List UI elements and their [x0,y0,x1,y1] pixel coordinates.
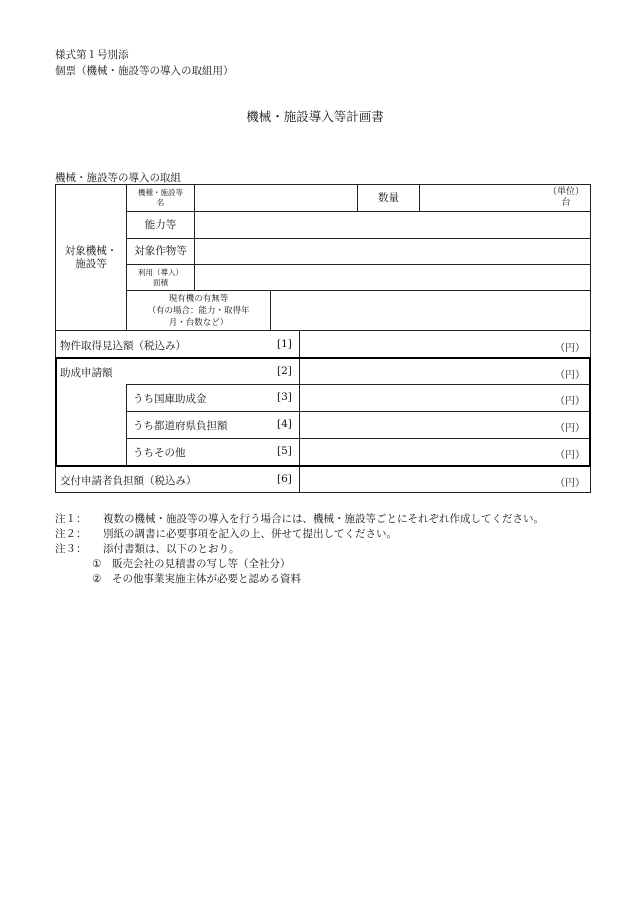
existing-machine-field[interactable] [271,291,590,330]
grid-line [55,330,591,331]
subsidy-box-bottom [55,465,591,467]
other-share-label: うちその他 [133,447,186,459]
usage-area-line1: 利用（導入） [138,267,183,277]
note-1-text: 複数の機械・施設等の導入を行う場合には、機械・施設等ごとにそれぞれ作成してください。 [103,513,544,525]
section-label: 機械・施設等の導入の取組 [55,172,181,184]
yen-unit: （円） [555,478,585,489]
attachment-2-mark: ② [92,573,102,585]
page-title: 機械・施設導入等計画書 [246,109,384,124]
row-number: [4] [277,418,292,430]
usage-area-label [127,265,194,290]
note-2-text: 別紙の調書に必要事項を記入の上、併せて提出してください。 [103,528,397,540]
quantity-field[interactable] [420,185,590,211]
row-number: [6] [277,473,292,485]
row-number: [2] [277,365,292,377]
target-crop-field[interactable] [195,239,590,264]
attachment-2-text: その他事業実施主体が必要と認める資料 [112,573,301,585]
target-crop-label: 対象作物等 [134,245,187,257]
subsidy-request-label: 助成申請額 [60,367,113,379]
unit-value: 台 [561,198,571,208]
grid-line [126,411,591,412]
attachment-1-text: 販売会社の見積書の写し等（全社分） [112,558,291,570]
national-subsidy-label: うち国庫助成金 [133,393,207,405]
subsidy-box-right [589,357,591,467]
row-number: [3] [277,391,292,403]
grid-line [126,438,591,439]
existing-machine-label [127,291,270,330]
machine-name-line1: 機種・施設等 [138,188,183,197]
applicant-share-label: 交付申請者負担額（税込み） [60,475,197,487]
attachment-1-mark: ① [92,558,102,570]
target-label-line1: 対象機械・ [64,244,118,257]
grid-line [126,384,591,385]
quantity-label: 数量 [378,191,399,204]
note-2-label: 注２： [55,528,87,540]
machine-name-label [127,185,194,211]
target-equipment-label [56,185,126,330]
capability-label: 能力等 [144,218,177,231]
grid-line [299,330,300,493]
note-3-label: 注３： [55,543,87,555]
existing-line2: （有の場合：能力・取得年 [147,305,250,316]
row-number: [5] [277,445,292,457]
quantity-unit [548,187,584,209]
machine-name-field[interactable] [195,185,357,211]
machine-name-line2: 名 [156,198,165,207]
capability-field[interactable] [195,212,590,238]
usage-area-line2: 面積 [153,277,168,287]
unit-label: （単位） [547,187,584,197]
grid-line [126,384,127,465]
existing-line1: 現有機の有無等 [168,293,229,304]
yen-unit: （円） [555,396,585,407]
form-subtitle: 個票（機械・施設等の導入の取組用） [55,65,234,77]
prefecture-share-label: うち都道府県負担額 [133,420,228,432]
form-number: 様式第１号別添 [55,49,129,61]
yen-unit: （円） [555,370,585,381]
yen-unit: （円） [555,423,585,434]
existing-line3: 月・台数など） [168,317,229,328]
yen-unit: （円） [555,343,585,354]
table-border-bottom [55,492,591,493]
row-number: [1] [277,338,292,350]
note-3-text: 添付書類は、以下のとおり。 [103,543,240,555]
subsidy-box-left [55,357,57,467]
subsidy-box-top [55,357,591,359]
target-label-line2: 施設等 [75,257,107,270]
note-1-label: 注１： [55,513,87,525]
usage-area-field[interactable] [195,265,590,290]
acquisition-cost-label: 物件取得見込額（税込み） [60,340,186,352]
yen-unit: （円） [555,450,585,461]
